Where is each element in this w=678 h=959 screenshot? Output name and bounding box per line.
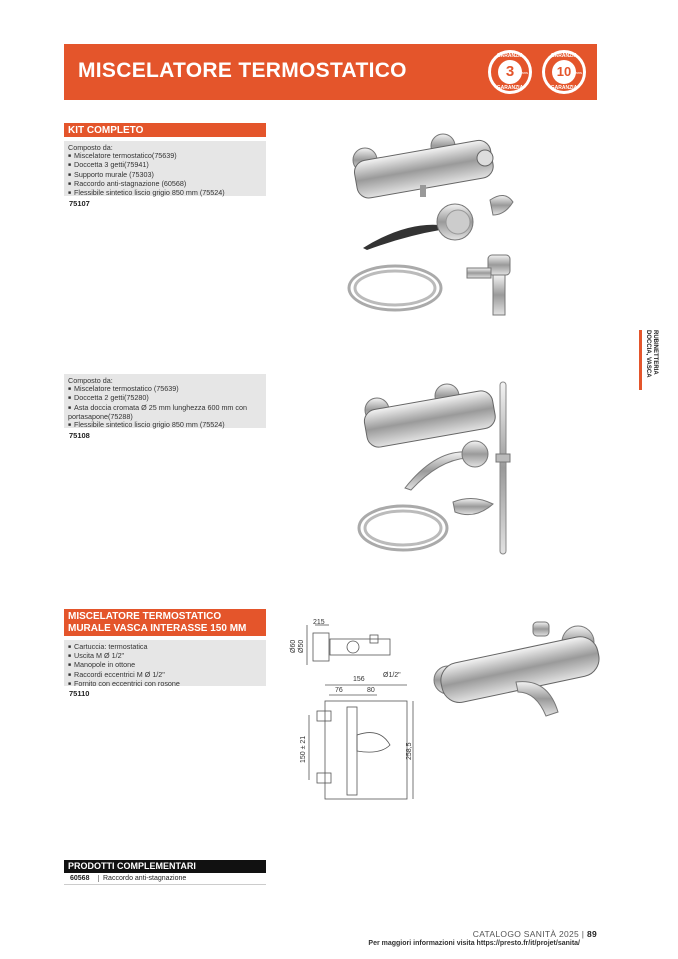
- list-item: ■ Cartuccia: termostatica: [68, 643, 262, 652]
- warranty-badge-3: GARANZIA 3 ans GARANZIA: [488, 50, 532, 94]
- footer-info: Per maggiori informazioni visita https://presto.fr/it/projet/sanita/: [368, 940, 580, 947]
- complementary-item-label: Raccordo anti-stagnazione: [103, 875, 187, 882]
- complementary-item-code: 60568: [64, 875, 99, 882]
- dim-156: 156: [353, 676, 365, 683]
- footer-catalog: CATALOGO SANITÀ 2025 | 89: [472, 929, 597, 939]
- product-1-image: [345, 130, 505, 325]
- footer-catalog-title: CATALOGO SANITÀ 2025: [472, 929, 580, 939]
- list-item: ■ Doccetta 2 getti(75280): [68, 394, 262, 403]
- dim-80: 80: [367, 687, 375, 694]
- dim-76: 76: [335, 687, 343, 694]
- page-number: 89: [586, 929, 597, 939]
- side-tab-label: RUBINETTERIA DOCCIA, VASCA: [645, 330, 658, 378]
- product-2-image: [355, 380, 515, 560]
- product-2-intro: Composto da:: [68, 376, 113, 385]
- list-item: ■ Uscita M Ø 1/2": [68, 652, 262, 661]
- list-item: ■ Asta doccia cromata Ø 25 mm lunghezza 600 mm con portasapone(75288): [68, 404, 262, 421]
- list-item: ■ Fornito con eccentrici con rosone: [68, 680, 262, 689]
- product-1-code: 75107: [69, 199, 90, 208]
- list-item: ■ Miscelatore termostatico (75639): [68, 385, 262, 394]
- warranty-years-10: 10: [552, 60, 576, 84]
- list-item: ■ Doccetta 3 getti(75941): [68, 161, 262, 170]
- list-item: ■ Flessibile sintetico liscio grigio 850 mm (75524): [68, 189, 262, 198]
- header-bar: [64, 44, 597, 100]
- dim-half-inch: Ø1/2": [383, 672, 401, 679]
- list-item: ■ Raccordi eccentrici M Ø 1/2": [68, 671, 262, 680]
- product-1-intro: Composto da:: [68, 143, 113, 152]
- warranty-years-3: 3: [498, 60, 522, 84]
- product-2-code: 75108: [69, 431, 90, 440]
- warranty-badge-10: GARANZIA 10 ans GARANZIA: [542, 50, 586, 94]
- dim-150: 150 ± 21: [300, 735, 307, 763]
- list-item: ■ Manopole in ottone: [68, 661, 262, 670]
- product-2-description: [64, 374, 266, 428]
- section-side-tab: [639, 330, 668, 390]
- dim-215: 215: [313, 619, 325, 626]
- list-item: ■ Supporto murale (75303): [68, 171, 262, 180]
- technical-drawing: [285, 615, 420, 810]
- product-3-title: MISCELATORE TERMOSTATICO MURALE VASCA INTERASSE 150 MM: [64, 609, 266, 636]
- dim-258: 258,5: [406, 742, 413, 760]
- page-title: MISCELATORE TERMOSTATICO: [78, 59, 407, 82]
- product-3-code: 75110: [69, 689, 90, 698]
- list-item: ■ Flessibile sintetico liscio grigio 850 mm (75524): [68, 421, 262, 430]
- product-3-image: [428, 620, 608, 720]
- dim-phi60: Ø60: [290, 639, 297, 653]
- product-1-title: KIT COMPLETO: [64, 123, 266, 137]
- complementary-products-title: PRODOTTI COMPLEMENTARI: [64, 860, 266, 873]
- dim-phi50: Ø50: [298, 639, 305, 653]
- complementary-item: [64, 875, 266, 885]
- list-item: ■ Miscelatore termostatico(75639): [68, 152, 262, 161]
- product-3-description: [64, 640, 266, 686]
- product-1-description: [64, 141, 266, 196]
- list-item: ■ Raccordo anti-stagnazione (60568): [68, 180, 262, 189]
